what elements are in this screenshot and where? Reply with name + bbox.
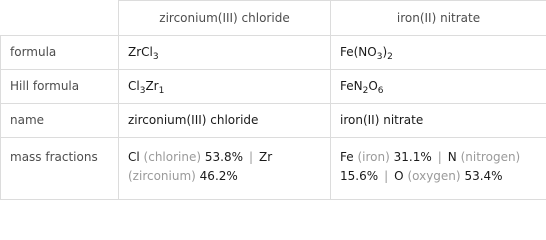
formula-subscript: 1 (158, 86, 165, 96)
row-label-name: name (1, 104, 119, 138)
mass-fraction-item (128, 150, 243, 164)
element-name: (chlorine) (143, 150, 202, 164)
table-row-mass-fractions (1, 138, 546, 200)
table-row-name (1, 104, 546, 138)
name-iron-nitrate: iron(II) nitrate (331, 104, 546, 138)
fraction-value: 46.2% (199, 169, 238, 183)
corner-cell (1, 1, 119, 36)
formula-subscript: 2 (362, 86, 369, 96)
element-symbol: Cl (128, 150, 140, 164)
separator: | (249, 150, 254, 164)
formula-iron-nitrate (331, 36, 546, 70)
element-symbol: O (394, 169, 404, 183)
row-label-hill-formula: Hill formula (1, 70, 119, 104)
formula-zirconium-chloride (119, 36, 331, 70)
separator: | (437, 150, 442, 164)
element-symbol: N (447, 150, 457, 164)
element-name: (iron) (357, 150, 390, 164)
element-symbol: Zr (259, 150, 273, 164)
formula-text: $Fe(NO_3)_2$ (340, 45, 393, 62)
separator: | (384, 169, 389, 183)
fraction-value: 31.1% (393, 150, 432, 164)
formula-subscript: 3 (152, 52, 159, 62)
mass-fractions-iron-nitrate (331, 138, 546, 200)
hill-formula-iron-nitrate (331, 70, 546, 104)
fraction-value: 53.8% (204, 150, 243, 164)
fraction-value: 53.4% (464, 169, 503, 183)
header-row (1, 1, 546, 36)
formula-subscript: 3 (139, 86, 146, 96)
formula-text: $FeN_2O_6$ (340, 79, 384, 96)
row-label-mass-fractions: mass fractions (1, 138, 119, 200)
element-name: (nitrogen) (460, 150, 521, 164)
element-name: (zirconium) (128, 169, 196, 183)
hill-formula-zirconium-chloride (119, 70, 331, 104)
table-row-hill-formula (1, 70, 546, 104)
formula-text: ZrCl$_3$ (128, 45, 159, 62)
element-name: (oxygen) (407, 169, 461, 183)
row-label-formula: formula (1, 36, 119, 70)
formula-text: $Cl_3Zr_1$ (128, 79, 165, 96)
formula-subscript: 2 (387, 52, 393, 62)
mass-fraction-item (394, 169, 502, 183)
fraction-value: 15.6% (340, 169, 379, 183)
mass-fraction-item (340, 150, 432, 164)
mass-fractions-zirconium-chloride (119, 138, 331, 200)
element-symbol: Fe (340, 150, 354, 164)
column-header-zirconium-chloride: zirconium(III) chloride (119, 1, 331, 36)
column-header-iron-nitrate: iron(II) nitrate (331, 1, 546, 36)
formula-subscript: 3 (376, 52, 383, 62)
name-zirconium-chloride: zirconium(III) chloride (119, 104, 331, 138)
table-row-formula (1, 36, 546, 70)
formula-subscript: 6 (377, 86, 384, 96)
